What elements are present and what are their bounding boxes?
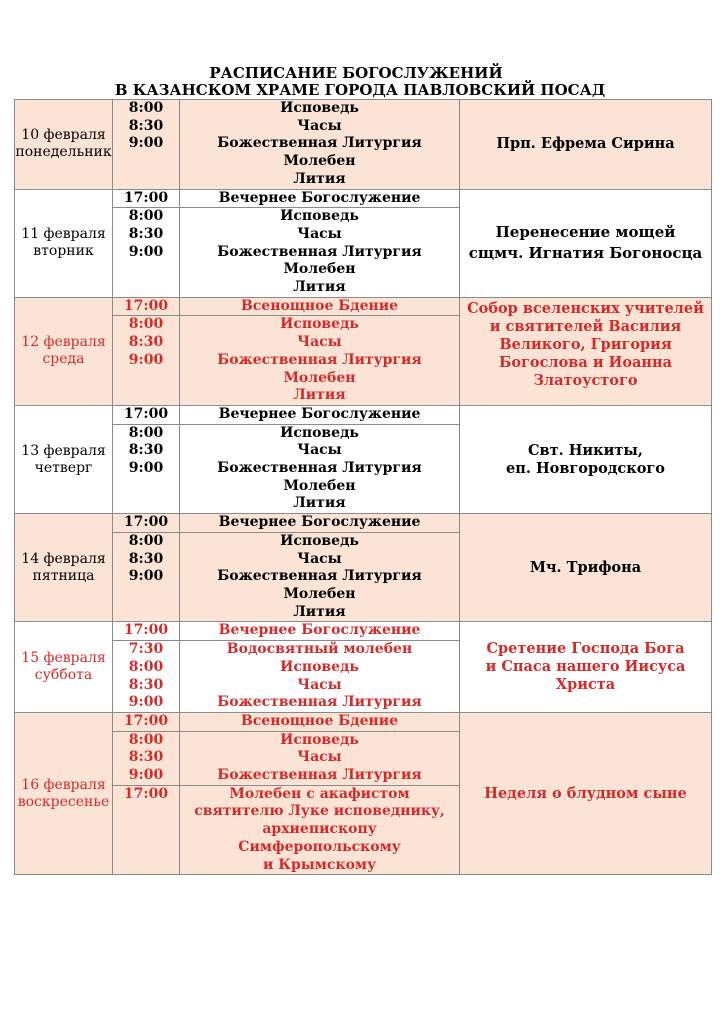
service-cell: Исповедь Часы Божественная Литургия Молебен Лития <box>180 532 460 622</box>
feast-cell: Свт. Никиты, еп. Новгородского <box>460 405 712 513</box>
schedule-table <box>14 99 712 875</box>
service-cell: Исповедь Часы Божественная Литургия Молебен Лития <box>180 208 460 298</box>
day-cell: 12 февраля среда <box>15 297 113 405</box>
time-cell: 8:00 8:30 9:00 <box>113 316 180 406</box>
feast-cell: Собор вселенских учителей и святителей Василия Великого, Григория Богослова и Иоанна Златоустого <box>460 297 712 405</box>
time-cell: 17:00 <box>113 189 180 208</box>
time-cell: 8:00 8:30 9:00 <box>113 100 180 190</box>
day-cell: 14 февраля пятница <box>15 514 113 622</box>
day-cell: 15 февраля суббота <box>15 622 113 713</box>
page-title: РАСПИСАНИЕ БОГОСЛУЖЕНИЙ <box>209 64 503 82</box>
day-cell: 10 февраля понедельник <box>15 100 113 190</box>
service-cell: Вечернее Богослужение <box>180 514 460 533</box>
page-subtitle: В КАЗАНСКОМ ХРАМЕ ГОРОДА ПАВЛОВСКИЙ ПОСАД <box>114 81 606 99</box>
service-cell: Всенощное Бдение <box>180 297 460 316</box>
feast-cell: Прп. Ефрема Сирина <box>460 100 712 190</box>
service-cell: Водосвятный молебен Исповедь Часы Божественная Литургия <box>180 641 460 713</box>
table-row <box>15 297 712 316</box>
feast-cell: Сретение Господа Бога и Спаса нашего Иисуса Христа <box>460 622 712 713</box>
table-row <box>15 622 712 641</box>
time-cell: 17:00 <box>113 514 180 533</box>
service-cell: Вечернее Богослужение <box>180 189 460 208</box>
table-row <box>15 405 712 424</box>
service-cell: Вечернее Богослужение <box>180 405 460 424</box>
day-cell: 13 февраля четверг <box>15 405 113 513</box>
table-row <box>15 514 712 533</box>
feast-cell: Мч. Трифона <box>460 514 712 622</box>
table-row <box>15 100 712 190</box>
feast-cell: Неделя о блудном сыне <box>460 712 712 874</box>
table-row <box>15 189 712 208</box>
time-cell: 17:00 <box>113 785 180 875</box>
time-cell: 7:30 8:00 8:30 9:00 <box>113 641 180 713</box>
service-cell: Вечернее Богослужение <box>180 622 460 641</box>
time-cell: 8:00 8:30 9:00 <box>113 208 180 298</box>
time-cell: 8:00 8:30 9:00 <box>113 731 180 785</box>
time-cell: 8:00 8:30 9:00 <box>113 532 180 622</box>
feast-cell: Перенесение мощей сщмч. Игнатия Богоносца <box>460 189 712 297</box>
time-cell: 17:00 <box>113 405 180 424</box>
day-cell: 11 февраля вторник <box>15 189 113 297</box>
service-cell: Исповедь Часы Божественная Литургия Молебен Лития <box>180 424 460 514</box>
service-cell: Всенощное Бдение <box>180 712 460 731</box>
time-cell: 8:00 8:30 9:00 <box>113 424 180 514</box>
service-cell: Исповедь Часы Божественная Литургия Молебен Лития <box>180 100 460 190</box>
service-cell: Исповедь Часы Божественная Литургия <box>180 731 460 785</box>
time-cell: 17:00 <box>113 297 180 316</box>
day-cell: 16 февраля воскресенье <box>15 712 113 874</box>
service-cell: Молебен с акафистом святителю Луке исповеднику, архиепископу Симферопольскому и Крымскому <box>180 785 460 875</box>
table-row <box>15 712 712 731</box>
time-cell: 17:00 <box>113 622 180 641</box>
time-cell: 17:00 <box>113 712 180 731</box>
service-cell: Исповедь Часы Божественная Литургия Молебен Лития <box>180 316 460 406</box>
